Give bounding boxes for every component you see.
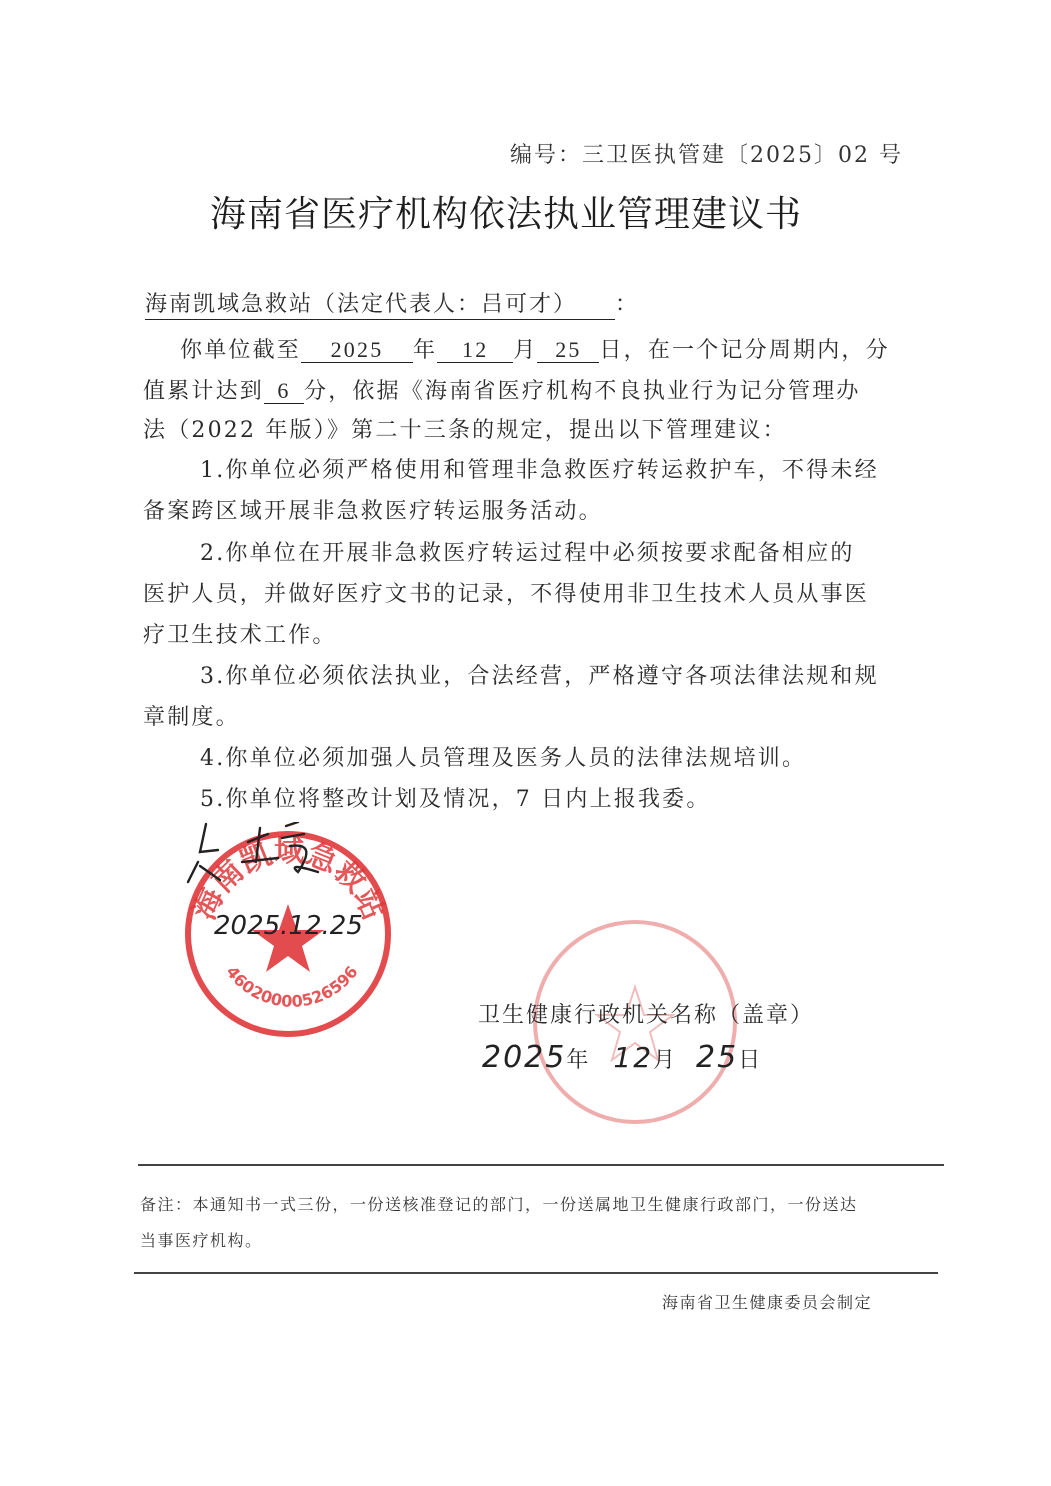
year-field: 2025 <box>301 338 413 363</box>
month-field: 12 <box>437 338 513 363</box>
footer-rule-bottom <box>134 1272 938 1274</box>
issuer-date-day: 25 <box>696 1040 739 1075</box>
item-3-line-1: 3.你单位必须依法执业，合法经营，严格遵守各项法律法规和规 <box>200 664 879 689</box>
issuer-date-month-unit: 月 <box>653 1048 678 1073</box>
issuer-date-year-unit: 年 <box>566 1048 591 1073</box>
item-2-line-3: 疗卫生技术工作。 <box>143 623 337 648</box>
item-2-line-1: 2.你单位在开展非急救医疗转运过程中必须按要求配备相应的 <box>200 541 855 566</box>
item-1-line-1: 1.你单位必须严格使用和管理非急救医疗转运救护车，不得未经 <box>200 458 879 483</box>
line2-suffix: 分，依据《海南省医疗机构不良执业行为记分管理办 <box>304 379 861 404</box>
seal-number: 46020000526596 <box>222 962 362 1011</box>
body-line-2 <box>143 374 861 405</box>
item-3-line-2: 章制度。 <box>143 705 240 730</box>
day-field: 25 <box>537 338 599 363</box>
addressee-name: 海南凯域急救站（法定代表人：吕可才） <box>145 292 577 320</box>
document-number: 编号：三卫医执管建〔2025〕02 号 <box>510 143 903 168</box>
year-unit: 年 <box>413 338 438 363</box>
issuer-date-month: 12 <box>613 1041 654 1074</box>
seal-text: 海南凯域急救站 <box>186 834 392 926</box>
document-title: 海南省医疗机构依法执业管理建议书 <box>210 194 803 235</box>
month-unit: 月 <box>513 338 538 363</box>
footer-rule-top <box>138 1164 944 1166</box>
item-5-line-1: 5.你单位将整改计划及情况，7 日内上报我委。 <box>200 787 711 812</box>
item-1-line-2: 备案跨区域开展非急救医疗转运服务活动。 <box>143 499 603 524</box>
recipient-seal <box>178 822 398 1042</box>
score-field: 6 <box>264 379 304 404</box>
item-2-line-2: 医护人员，并做好医疗文书的记录，不得使用非卫生技术人员从事医 <box>143 582 870 607</box>
day-suffix: 日，在一个记分周期内，分 <box>599 338 890 363</box>
issuer-label: 卫生健康行政机关名称（盖章） <box>478 1003 815 1028</box>
footer-maker: 海南省卫生健康委员会制定 <box>662 1293 873 1312</box>
issuer-date-year: 2025 <box>482 1040 567 1075</box>
addressee <box>145 287 639 320</box>
body-line-3: 法（2022 年版）》第二十三条的规定，提出以下管理建议： <box>143 418 787 443</box>
line2-prefix: 值累计达到 <box>143 379 265 404</box>
item-4-line-1: 4.你单位必须加强人员管理及医务人员的法律法规培训。 <box>200 746 807 771</box>
issuer-date-day-unit: 日 <box>738 1048 763 1073</box>
intro-prefix: 你单位截至 <box>180 338 302 363</box>
handwritten-date: 2025.12.25 <box>214 911 363 941</box>
footer-note-line-2: 当事医疗机构。 <box>140 1231 263 1250</box>
issuer-date <box>482 1040 762 1075</box>
footer-note-line-1: 备注：本通知书一式三份，一份送核准登记的部门，一份送属地卫生健康行政部门，一份送达 <box>140 1195 858 1214</box>
addressee-colon: ： <box>615 292 640 317</box>
body-line-1 <box>180 333 890 364</box>
